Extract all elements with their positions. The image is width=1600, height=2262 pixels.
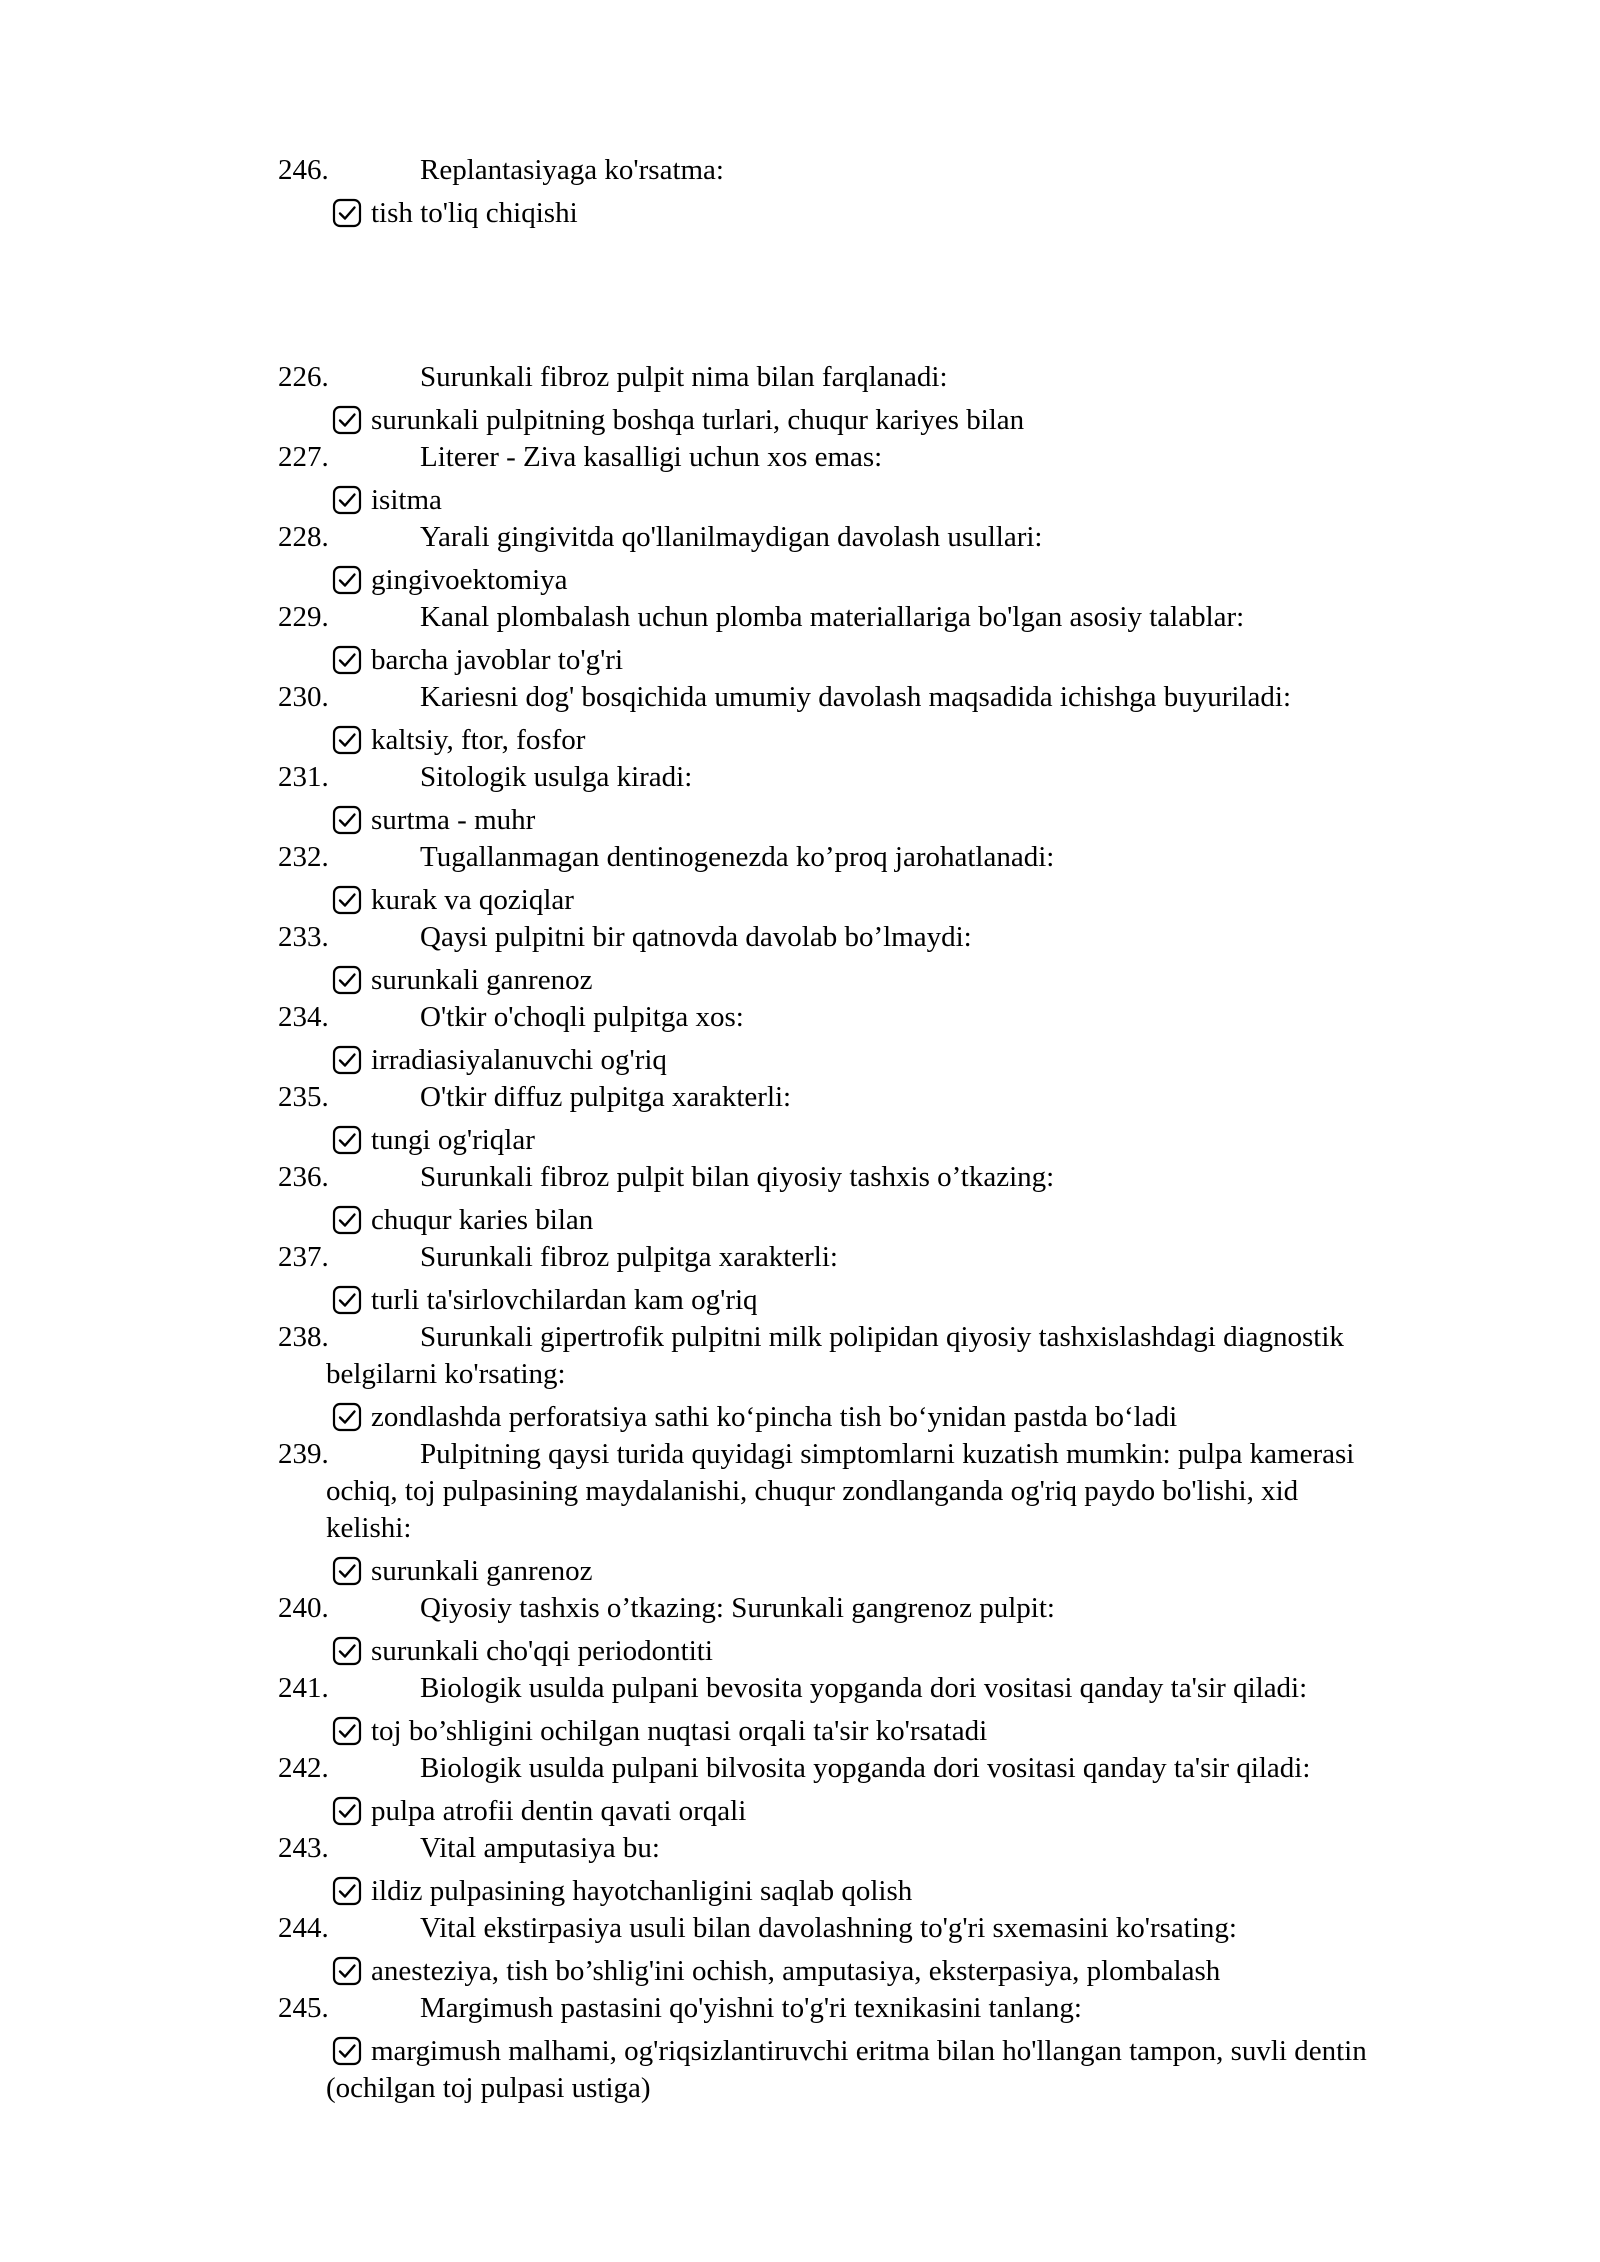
question-number: 235. [278, 1081, 329, 1113]
answer-text: isitma [371, 484, 442, 516]
question-number: 246. [278, 154, 329, 186]
answer-text: gingivoektomiya [371, 564, 568, 596]
question-number: 243. [278, 1832, 329, 1864]
checkbox-checked-icon [332, 1876, 362, 1906]
checkbox-checked-icon [332, 1796, 362, 1826]
question-text: Replantasiyaga ko'rsatma: [420, 154, 724, 186]
answer-text: kaltsiy, ftor, fosfor [371, 724, 586, 756]
question-number: 227. [278, 441, 329, 473]
question-text: O'tkir diffuz pulpitga xarakterli: [420, 1081, 792, 1113]
question-number: 244. [278, 1912, 329, 1944]
checkbox-checked-icon [332, 965, 362, 995]
checkbox-checked-icon [332, 1045, 362, 1075]
answer-line [332, 642, 623, 678]
question-number: 231. [278, 761, 329, 793]
checkbox-checked-icon [332, 1285, 362, 1315]
checkbox-checked-icon [332, 405, 362, 435]
answer-text: margimush malhami, og'riqsizlantiruvchi eritma bilan ho'llangan tampon, suvli dentin [371, 2035, 1367, 2067]
question-number: 236. [278, 1161, 329, 1193]
checkbox-checked-icon [332, 1125, 362, 1155]
question-number: 237. [278, 1241, 329, 1273]
answer-text: tish to'liq chiqishi [371, 197, 578, 229]
question-text: Margimush pastasini qo'yishni to'g'ri texnikasini tanlang: [420, 1992, 1082, 2024]
answer-line [332, 1953, 1220, 1989]
checkbox-checked-icon [332, 565, 362, 595]
answer-line [332, 962, 592, 998]
answer-line [332, 195, 578, 231]
checkbox-checked-icon [332, 1636, 362, 1666]
question-text: Surunkali fibroz pulpit nima bilan farqlanadi: [420, 361, 948, 393]
checkbox-checked-icon [332, 805, 362, 835]
question-number: 226. [278, 361, 329, 393]
checkbox-checked-icon [332, 645, 362, 675]
answer-text: tungi og'riqlar [371, 1124, 535, 1156]
answer-line [332, 482, 442, 518]
question-text: Surunkali fibroz pulpitga xarakterli: [420, 1241, 838, 1273]
question-number: 239. [278, 1438, 329, 1470]
checkbox-checked-icon [332, 485, 362, 515]
question-text: Vital amputasiya bu: [420, 1832, 660, 1864]
question-text: belgilarni ko'rsating: [326, 1358, 566, 1390]
question-text: Surunkali gipertrofik pulpitni milk polipidan qiyosiy tashxislashdagi diagnostik [420, 1321, 1344, 1353]
question-text: Vital ekstirpasiya usuli bilan davolashning to'g'ri sxemasini ko'rsating: [420, 1912, 1237, 1944]
question-number: 234. [278, 1001, 329, 1033]
question-number: 245. [278, 1992, 329, 2024]
answer-text: zondlashda perforatsiya sathi ko‘pincha tish bo‘ynidan pastda bo‘ladi [371, 1401, 1178, 1433]
checkbox-checked-icon [332, 2036, 362, 2066]
checkbox-checked-icon [332, 1956, 362, 1986]
question-text: Biologik usulda pulpani bevosita yopganda dori vositasi qanday ta'sir qiladi: [420, 1672, 1308, 1704]
question-number: 229. [278, 601, 329, 633]
question-text: ochiq, toj pulpasining maydalanishi, chuqur zondlanganda og'riq paydo bo'lishi, xid [326, 1475, 1299, 1507]
answer-line [332, 1553, 592, 1589]
answer-line [332, 1282, 758, 1318]
question-number: 238. [278, 1321, 329, 1353]
answer-text: anesteziya, tish bo’shlig'ini ochish, amputasiya, eksterpasiya, plombalash [371, 1955, 1221, 1987]
question-text: Literer - Ziva kasalligi uchun xos emas: [420, 441, 883, 473]
answer-line [332, 1202, 593, 1238]
question-text: kelishi: [326, 1512, 412, 1544]
answer-text: barcha javoblar to'g'ri [371, 644, 624, 676]
answer-line [332, 1042, 667, 1078]
answer-text: turli ta'sirlovchilardan kam og'riq [371, 1284, 758, 1316]
question-text: Biologik usulda pulpani bilvosita yopganda dori vositasi qanday ta'sir qiladi: [420, 1752, 1311, 1784]
question-number: 230. [278, 681, 329, 713]
answer-text: kurak va qoziqlar [371, 884, 574, 916]
checkbox-checked-icon [332, 198, 362, 228]
answer-line [332, 1713, 987, 1749]
answer-line [332, 402, 1024, 438]
answer-line [332, 802, 535, 838]
answer-text: chuqur karies bilan [371, 1204, 594, 1236]
answer-text: (ochilgan toj pulpasi ustiga) [326, 2072, 651, 2104]
question-text: Qiyosiy tashxis o’tkazing: Surunkali gangrenoz pulpit: [420, 1592, 1055, 1624]
question-number: 240. [278, 1592, 329, 1624]
answer-line [332, 722, 585, 758]
question-text: Surunkali fibroz pulpit bilan qiyosiy tashxis o’tkazing: [420, 1161, 1055, 1193]
answer-line [332, 1793, 746, 1829]
answer-text: pulpa atrofii dentin qavati orqali [371, 1795, 747, 1827]
checkbox-checked-icon [332, 1716, 362, 1746]
checkbox-checked-icon [332, 1556, 362, 1586]
question-text: Kariesni dog' bosqichida umumiy davolash maqsadida ichishga buyuriladi: [420, 681, 1292, 713]
checkbox-checked-icon [332, 725, 362, 755]
checkbox-checked-icon [332, 1205, 362, 1235]
question-number: 241. [278, 1672, 329, 1704]
question-number: 242. [278, 1752, 329, 1784]
question-text: Tugallanmagan dentinogenezda ko’proq jarohatlanadi: [420, 841, 1055, 873]
question-text: Yarali gingivitda qo'llanilmaydigan davolash usullari: [420, 521, 1043, 553]
answer-text: surunkali ganrenoz [371, 964, 593, 996]
question-text: Sitologik usulga kiradi: [420, 761, 693, 793]
answer-line [332, 562, 568, 598]
answer-line [332, 882, 574, 918]
answer-line [332, 1399, 1177, 1435]
answer-text: surunkali cho'qqi periodontiti [371, 1635, 713, 1667]
answer-text: surunkali ganrenoz [371, 1555, 593, 1587]
question-text: Qaysi pulpitni bir qatnovda davolab bo’lmaydi: [420, 921, 972, 953]
answer-text: surtma - muhr [371, 804, 536, 836]
answer-text: toj bo’shligini ochilgan nuqtasi orqali ta'sir ko'rsatadi [371, 1715, 988, 1747]
checkbox-checked-icon [332, 1402, 362, 1432]
question-text: O'tkir o'choqli pulpitga xos: [420, 1001, 744, 1033]
question-text: Kanal plombalash uchun plomba materiallariga bo'lgan asosiy talablar: [420, 601, 1245, 633]
answer-text: ildiz pulpasining hayotchanligini saqlab qolish [371, 1875, 913, 1907]
question-number: 228. [278, 521, 329, 553]
answer-line [332, 1122, 535, 1158]
checkbox-checked-icon [332, 885, 362, 915]
answer-text: irradiasiyalanuvchi og'riq [371, 1044, 667, 1076]
answer-line [332, 1633, 713, 1669]
question-number: 232. [278, 841, 329, 873]
question-number: 233. [278, 921, 329, 953]
question-text: Pulpitning qaysi turida quyidagi simptomlarni kuzatish mumkin: pulpa kamerasi [420, 1438, 1355, 1470]
answer-text: surunkali pulpitning boshqa turlari, chuqur kariyes bilan [371, 404, 1025, 436]
answer-line [332, 2033, 1367, 2069]
answer-line [332, 1873, 912, 1909]
